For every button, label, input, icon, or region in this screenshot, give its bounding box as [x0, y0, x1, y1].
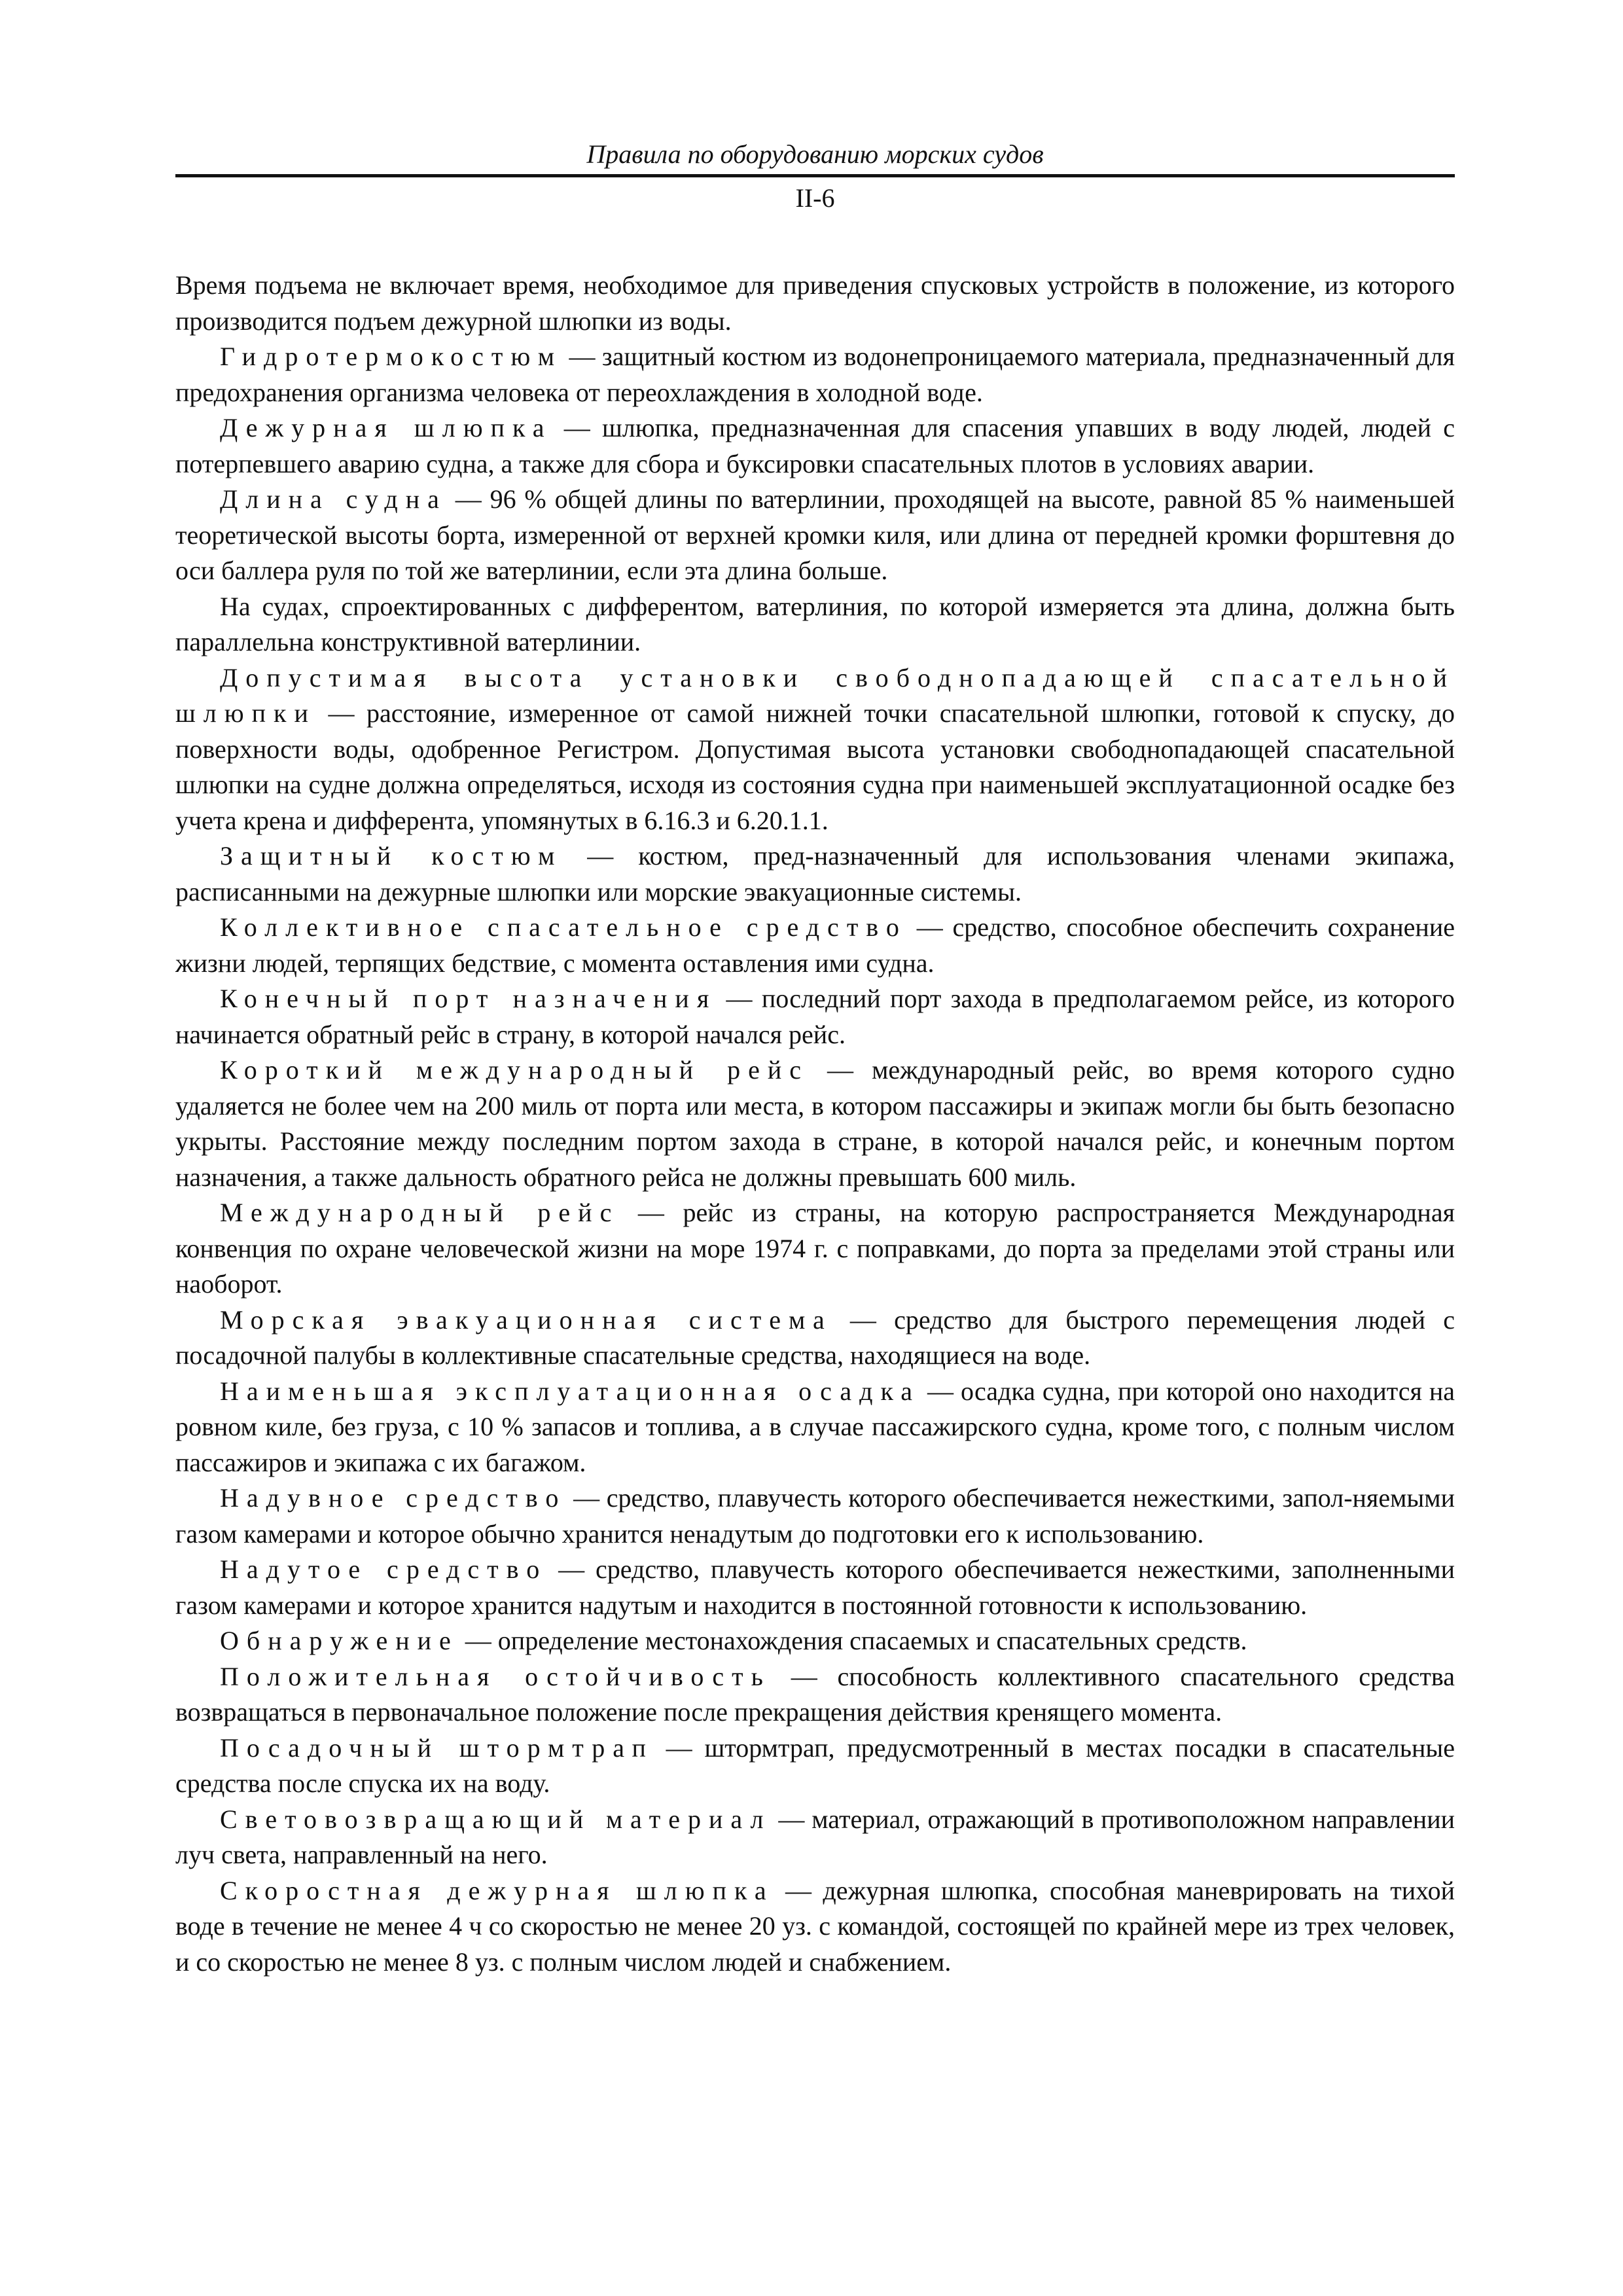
paragraph-text: — осадка судна, при которой оно находится на ровном киле, без груза, с 10 % запасов и топлива, а в случае пассажирского судна, кроме того, с полным числом пассажиров и экипажа с их багажом. — [175, 1376, 1455, 1477]
paragraph-text: — шлюпка, предназначенная для спасения упавших в воду людей, людей с потерпевшего аварию судна, а также для сбора и буксировки спасательных плотов в условиях аварии. — [175, 413, 1455, 478]
paragraph — [175, 981, 1455, 1052]
term: Короткий международный рейс — [220, 1055, 809, 1085]
paragraph-text: — костюм, пред-назначенный для использования членами экипажа, расписанными на дежурные шлюпки или морские эвакуационные системы. — [175, 841, 1455, 906]
paragraph-text: — расстояние, измеренное от самой нижней точки спасательной шлюпки, готовой к спуску, до поверхности воды, одобренное Регистром. Допустимая высота установки свободнопадающей спасательной шлюпки на судне должна определяться, исходя из состояния судна при наименьшей эксплуатационной осадке без учета крена и дифферента, упомянутых в 6.16.3 и 6.20.1.1. — [175, 698, 1455, 835]
paragraph — [175, 589, 1455, 660]
term: Защитный костюм — [220, 841, 563, 870]
paragraph-text: — способность коллективного спасательного средства возвращаться в первоначальное положение после прекращения действия кренящего момента. — [175, 1661, 1455, 1727]
paragraph — [175, 910, 1455, 981]
paragraph-text: — 96 % общей длины по ватерлинии, проходящей на высоте, равной 85 % наименьшей теоретической высоты борта, измеренной от верхней кромки киля, или длина от передней кромки форштевня до оси баллера руля по той же ватерлинии, если эта длина больше. — [175, 484, 1455, 585]
paragraph — [175, 1374, 1455, 1481]
paragraph — [175, 1873, 1455, 1981]
term: Коллективное спасательное средство — [220, 912, 907, 942]
term: Длина судна — [220, 484, 447, 514]
paragraph-text: — средство, плавучесть которого обеспечивается нежесткими, запол-няемыми газом камерами и которое обычно хранится ненадутым до подготовки его к использованию. — [175, 1483, 1455, 1549]
paragraph-text: — штормтрап, предусмотренный в местах посадки в спасательные средства после спуска их на воду. — [175, 1732, 1455, 1798]
term: Посадочный штормтрап — [220, 1732, 654, 1763]
paragraph — [175, 482, 1455, 589]
paragraph-text: Время подъема не включает время, необходимое для приведения спусковых устройств в положение, из которого производится подъем дежурной шлюпки из воды. — [175, 270, 1455, 336]
paragraph — [175, 1659, 1455, 1731]
paragraph — [175, 660, 1455, 839]
term: Дежурная шлюпка — [220, 413, 552, 442]
paragraph — [175, 1052, 1455, 1195]
paragraph — [175, 1480, 1455, 1552]
term: Скоростная дежурная шлюпка — [220, 1875, 774, 1905]
paragraph-text: — дежурная шлюпка, способная маневрировать на тихой воде в течение не менее 4 ч со скоростью не менее 20 уз. с командой, состоящей по крайней мере из трех человек, и со скоростью не менее 8 уз. с полным числом людей и снабжением. — [175, 1875, 1455, 1977]
paragraph — [175, 1623, 1455, 1659]
paragraph-text: — последний порт захода в предполагаемом рейсе, из которого начинается обратный рейс в страну, в которой начался рейс. — [175, 984, 1455, 1049]
paragraph-text: — средство, плавучесть которого обеспечивается нежесткими, заполненными газом камерами и которое хранится надутым и находится в постоянной готовности к использованию. — [175, 1554, 1455, 1620]
document-body — [175, 268, 1455, 1980]
page-number: II-6 — [795, 183, 835, 213]
paragraph — [175, 1731, 1455, 1802]
paragraph — [175, 1302, 1455, 1374]
paragraph — [175, 838, 1455, 910]
term: Надувное средство — [220, 1483, 567, 1513]
paragraph — [175, 339, 1455, 410]
term: Гидротермокостюм — [220, 342, 563, 371]
term: Обнаружение — [220, 1626, 459, 1655]
term: Надутое средство — [220, 1554, 548, 1584]
document-page — [175, 137, 1455, 1980]
header-rule — [175, 174, 1455, 177]
paragraph-text: — средство для быстрого перемещения людей с посадочной палубы в коллективные спасательные средства, находящиеся на воде. — [175, 1304, 1455, 1370]
paragraph-text: — международный рейс, во время которого судно удаляется не более чем на 200 миль от порта или места, в котором пассажиры и экипаж могли бы быть безопасно укрыты. Расстояние между последним портом захода в стране, в которой начался рейс, и конечным портом назначения, а также дальность обратного рейса не должны превышать 600 миль. — [175, 1055, 1455, 1192]
paragraph — [175, 1195, 1455, 1302]
running-title: Правила по оборудованию морских судов — [586, 139, 1044, 169]
paragraph-text: — рейс из страны, на которую распространяется Международная конвенция по охране человеческой жизни на море 1974 г. с поправками, до порта за пределами этой страны или наоборот. — [175, 1198, 1455, 1299]
term: Допустимая высота установки свободнопадающей спасательной шлюпки — [175, 662, 1455, 728]
paragraph-text: — защитный костюм из водонепроницаемого материала, предназначенный для предохранения организма человека от переохлаждения в холодной воде. — [175, 342, 1455, 407]
paragraph-text: — определение местонахождения спасаемых и спасательных средств. — [458, 1626, 1247, 1655]
paragraph-text: На судах, спроектированных с дифферентом, ватерлиния, по которой измеряется эта длина, должна быть параллельна конструктивной ватерлинии. — [175, 591, 1455, 656]
term: Наименьшая эксплуатационная осадка — [220, 1376, 921, 1406]
paragraph — [175, 1552, 1455, 1623]
paragraph — [175, 410, 1455, 482]
paragraph — [175, 268, 1455, 339]
term: Конечный порт назначения — [220, 984, 717, 1013]
term: Международный рейс — [220, 1198, 620, 1227]
term: Морская эвакуационная система — [220, 1304, 832, 1335]
paragraph-text: — средство, способное обеспечить сохранение жизни людей, терпящих бедствие, с момента оставления ими судна. — [175, 912, 1455, 978]
paragraph-text: — материал, отражающий в противоположном направлении луч света, направленный на него. — [175, 1804, 1455, 1869]
term: Световозвращающий материал — [220, 1804, 772, 1834]
term: Положительная остойчивость — [220, 1661, 771, 1691]
paragraph — [175, 1802, 1455, 1873]
